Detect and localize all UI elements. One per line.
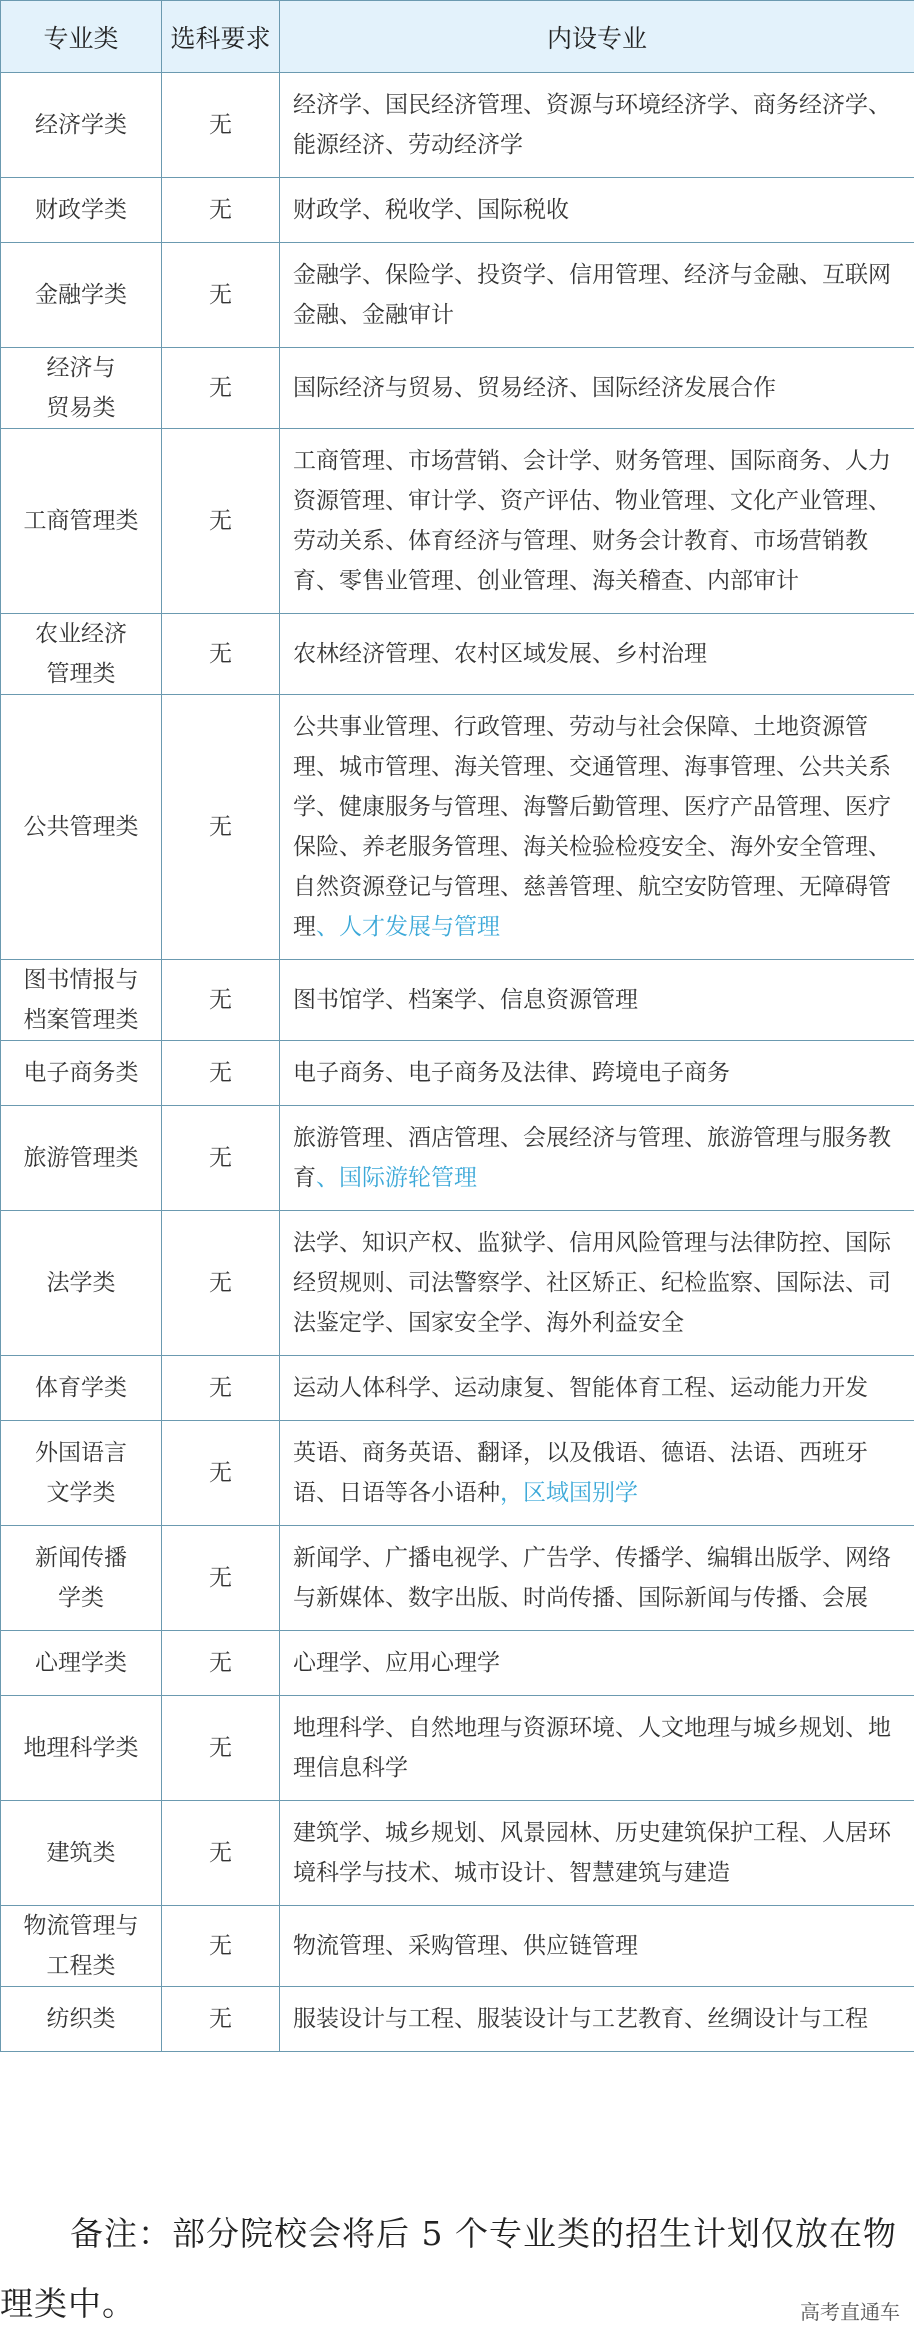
row-requirement: 无 <box>162 1696 280 1801</box>
row-category: 工商管理类 <box>1 429 162 614</box>
table-row <box>1 614 914 695</box>
table-row <box>1 1696 914 1801</box>
table-row <box>1 243 914 348</box>
row-category: 法学类 <box>1 1211 162 1356</box>
footnote-line-1: 备注：部分院校会将后 5 个专业类的招生计划仅放在物 <box>0 2199 914 2269</box>
row-category: 财政学类 <box>1 178 162 243</box>
row-category: 经济与 贸易类 <box>1 348 162 429</box>
majors-text: 公共事业管理、行政管理、劳动与社会保障、土地资源管理、城市管理、海关管理、交通管理、海事管理、公共关系学、健康服务与管理、海警后勤管理、医疗产品管理、医疗保险、养老服务管理、海关检验检疫安全、海外安全管理、自然资源登记与管理、慈善管理、航空安防管理、无障碍管理 <box>293 714 891 940</box>
majors-text: 服装设计与工程、服装设计与工艺教育、丝绸设计与工程 <box>293 2006 868 2032</box>
row-majors <box>280 1696 914 1801</box>
table-row <box>1 1356 914 1421</box>
row-majors <box>280 1421 914 1526</box>
majors-text: 图书馆学、档案学、信息资源管理 <box>293 987 638 1013</box>
row-majors <box>280 1631 914 1696</box>
table-row <box>1 1041 914 1106</box>
majors-text: 英语、商务英语、翻译，以及俄语、德语、法语、西班牙语、日语等各小语种 <box>293 1440 868 1506</box>
row-category: 公共管理类 <box>1 695 162 960</box>
majors-highlight-text: 、人才发展与管理 <box>316 914 500 940</box>
row-majors <box>280 1526 914 1631</box>
table-body <box>1 73 914 2052</box>
table-row <box>1 1421 914 1526</box>
table-row <box>1 1526 914 1631</box>
majors-text: 建筑学、城乡规划、风景园林、历史建筑保护工程、人居环境科学与技术、城市设计、智慧建筑与建造 <box>293 1820 891 1886</box>
row-majors <box>280 695 914 960</box>
row-majors <box>280 429 914 614</box>
header-category: 专业类 <box>1 1 162 73</box>
majors-text: 经济学、国民经济管理、资源与环境经济学、商务经济学、能源经济、劳动经济学 <box>293 92 891 158</box>
row-requirement: 无 <box>162 1356 280 1421</box>
row-majors <box>280 178 914 243</box>
table-row <box>1 429 914 614</box>
row-category: 物流管理与 工程类 <box>1 1906 162 1987</box>
row-category: 旅游管理类 <box>1 1106 162 1211</box>
row-requirement: 无 <box>162 960 280 1041</box>
table-row <box>1 960 914 1041</box>
row-category: 农业经济 管理类 <box>1 614 162 695</box>
row-requirement: 无 <box>162 1526 280 1631</box>
row-majors <box>280 73 914 178</box>
majors-highlight-text: ，区域国别学 <box>500 1480 638 1506</box>
row-requirement: 无 <box>162 1906 280 1987</box>
majors-text: 电子商务、电子商务及法律、跨境电子商务 <box>293 1060 730 1086</box>
row-majors <box>280 960 914 1041</box>
row-requirement: 无 <box>162 1801 280 1906</box>
row-majors <box>280 1211 914 1356</box>
watermark-logo-text: 高考直通车 <box>800 2296 900 2325</box>
row-category: 经济学类 <box>1 73 162 178</box>
majors-text: 财政学、税收学、国际税收 <box>293 197 569 223</box>
table-row <box>1 1211 914 1356</box>
row-requirement: 无 <box>162 243 280 348</box>
header-majors: 内设专业 <box>280 1 914 73</box>
majors-text: 旅游管理、酒店管理、会展经济与管理、旅游管理与服务教育 <box>293 1125 891 1191</box>
row-category: 地理科学类 <box>1 1696 162 1801</box>
row-category: 体育学类 <box>1 1356 162 1421</box>
majors-text: 物流管理、采购管理、供应链管理 <box>293 1933 638 1959</box>
row-majors <box>280 348 914 429</box>
table-row <box>1 73 914 178</box>
table-row <box>1 1906 914 1987</box>
table-row <box>1 348 914 429</box>
row-requirement: 无 <box>162 1041 280 1106</box>
row-majors <box>280 1106 914 1211</box>
majors-text: 心理学、应用心理学 <box>293 1650 500 1676</box>
table-row <box>1 1106 914 1211</box>
row-category: 建筑类 <box>1 1801 162 1906</box>
row-requirement: 无 <box>162 73 280 178</box>
majors-text: 金融学、保险学、投资学、信用管理、经济与金融、互联网金融、金融审计 <box>293 262 891 328</box>
row-category: 金融学类 <box>1 243 162 348</box>
row-category: 电子商务类 <box>1 1041 162 1106</box>
table-header-row <box>1 1 914 73</box>
row-requirement: 无 <box>162 178 280 243</box>
majors-text: 运动人体科学、运动康复、智能体育工程、运动能力开发 <box>293 1375 868 1401</box>
table-row <box>1 1801 914 1906</box>
row-majors <box>280 614 914 695</box>
row-requirement: 无 <box>162 1987 280 2052</box>
header-requirement: 选科要求 <box>162 1 280 73</box>
row-requirement: 无 <box>162 348 280 429</box>
majors-text: 工商管理、市场营销、会计学、财务管理、国际商务、人力资源管理、审计学、资产评估、物业管理、文化产业管理、劳动关系、体育经济与管理、财务会计教育、市场营销教育、零售业管理、创业管理、海关稽查、内部审计 <box>293 448 891 594</box>
row-majors <box>280 1987 914 2052</box>
majors-text: 新闻学、广播电视学、广告学、传播学、编辑出版学、网络与新媒体、数字出版、时尚传播、国际新闻与传播、会展 <box>293 1545 891 1611</box>
row-category: 新闻传播 学类 <box>1 1526 162 1631</box>
row-category: 图书情报与 档案管理类 <box>1 960 162 1041</box>
row-majors <box>280 243 914 348</box>
row-majors <box>280 1356 914 1421</box>
table-row <box>1 695 914 960</box>
row-requirement: 无 <box>162 1106 280 1211</box>
table-row <box>1 1631 914 1696</box>
majors-text: 法学、知识产权、监狱学、信用风险管理与法律防控、国际经贸规则、司法警察学、社区矫正、纪检监察、国际法、司法鉴定学、国家安全学、海外利益安全 <box>293 1230 891 1336</box>
row-category: 外国语言 文学类 <box>1 1421 162 1526</box>
majors-text: 农林经济管理、农村区域发展、乡村治理 <box>293 641 707 667</box>
majors-text: 国际经济与贸易、贸易经济、国际经济发展合作 <box>293 375 776 401</box>
row-category: 心理学类 <box>1 1631 162 1696</box>
row-majors <box>280 1906 914 1987</box>
footnote-line-2: 理类中。 <box>0 2269 914 2339</box>
majors-highlight-text: 、国际游轮管理 <box>316 1165 477 1191</box>
row-majors <box>280 1041 914 1106</box>
majors-text: 地理科学、自然地理与资源环境、人文地理与城乡规划、地理信息科学 <box>293 1715 891 1781</box>
row-requirement: 无 <box>162 1631 280 1696</box>
row-requirement: 无 <box>162 1421 280 1526</box>
table-row <box>1 178 914 243</box>
row-category: 纺织类 <box>1 1987 162 2052</box>
row-requirement: 无 <box>162 695 280 960</box>
row-majors <box>280 1801 914 1906</box>
table-row <box>1 1987 914 2052</box>
row-requirement: 无 <box>162 614 280 695</box>
row-requirement: 无 <box>162 429 280 614</box>
footnote <box>0 2199 914 2339</box>
row-requirement: 无 <box>162 1211 280 1356</box>
